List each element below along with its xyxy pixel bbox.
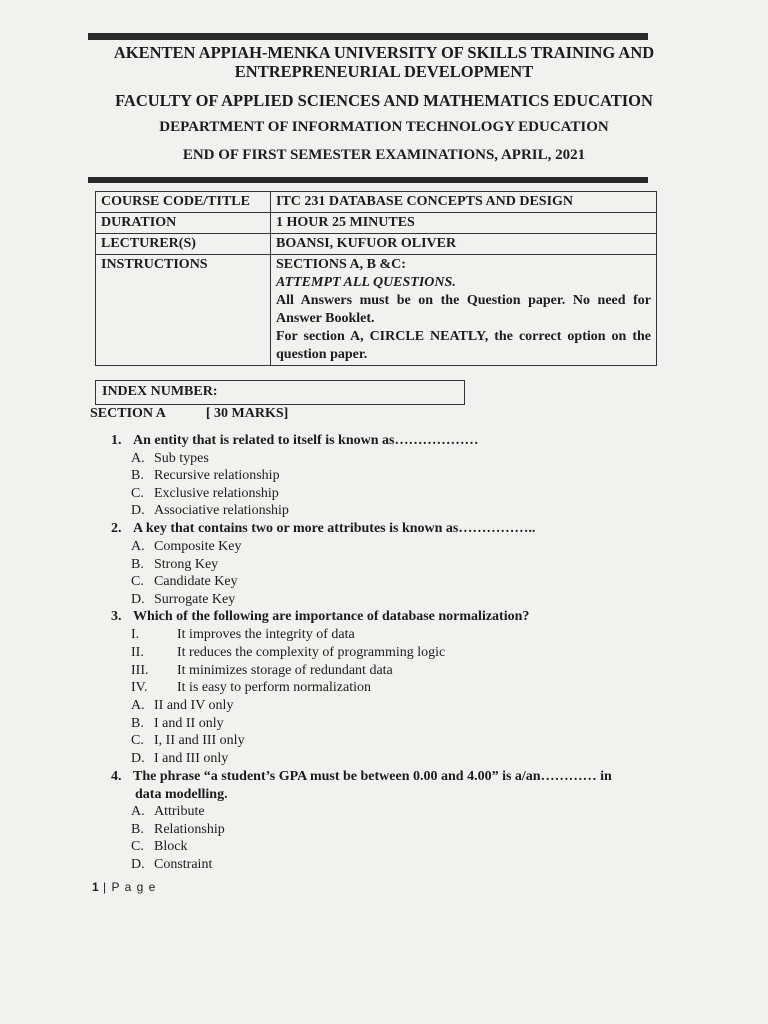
option-1d[interactable]	[131, 503, 289, 519]
question-text: The phrase “a student’s GPA must be between 0.00 and 4.00” is a/an………… in	[133, 769, 612, 784]
department-name: DEPARTMENT OF INFORMATION TECHNOLOGY EDUCATION	[159, 119, 609, 135]
option-4c[interactable]	[131, 839, 187, 855]
option-4d[interactable]	[131, 857, 212, 873]
question-number: 1.	[111, 433, 122, 448]
statement-3-ii	[131, 645, 445, 661]
index-number-field[interactable]	[95, 380, 465, 405]
option-letter: D.	[131, 503, 145, 518]
option-2b[interactable]	[131, 557, 218, 573]
option-letter: C.	[131, 733, 144, 748]
option-2c[interactable]	[131, 574, 238, 590]
option-text: Block	[154, 839, 188, 854]
statement-3-i	[131, 627, 355, 643]
option-3d[interactable]	[131, 751, 228, 767]
lecturer-row	[96, 234, 657, 255]
option-letter: C.	[131, 839, 144, 854]
index-number-label: INDEX NUMBER:	[102, 384, 218, 399]
statement-3-iii	[131, 663, 393, 679]
lecturer-value: BOANSI, KUFUOR OLIVER	[271, 234, 657, 255]
option-2a[interactable]	[131, 539, 242, 555]
instructions-value	[271, 255, 657, 366]
option-text: Recursive relationship	[154, 468, 280, 483]
statement-text: It is easy to perform normalization	[177, 680, 371, 695]
section-marks: [ 30 MARKS]	[205, 406, 289, 421]
course-info-table	[95, 191, 657, 366]
option-letter: B.	[131, 468, 144, 483]
instructions-row	[96, 255, 657, 366]
option-letter: C.	[131, 486, 144, 501]
option-letter: A.	[131, 539, 145, 554]
statement-text: It improves the integrity of data	[177, 627, 355, 642]
section-heading	[90, 406, 288, 422]
exam-title: END OF FIRST SEMESTER EXAMINATIONS, APRIL, 2021	[182, 147, 586, 163]
statement-3-iv	[131, 680, 371, 696]
option-text: II and IV only	[154, 698, 234, 713]
option-3c[interactable]	[131, 733, 245, 749]
page-label: | P a g e	[103, 880, 157, 894]
statement-text: It reduces the complexity of programming logic	[177, 645, 446, 660]
option-text: I, II and III only	[154, 733, 245, 748]
question-4	[111, 769, 612, 785]
option-letter: A.	[131, 698, 145, 713]
option-letter: D.	[131, 592, 145, 607]
option-letter: B.	[131, 557, 144, 572]
option-letter: D.	[131, 857, 145, 872]
course-value: ITC 231 DATABASE CONCEPTS AND DESIGN	[271, 192, 657, 213]
section-title: SECTION A	[90, 406, 166, 421]
instructions-circle: For section A, CIRCLE NEATLY, the correct option on the question paper.	[276, 329, 651, 362]
option-text: Attribute	[154, 804, 205, 819]
option-text: Constraint	[154, 857, 213, 872]
option-1a[interactable]	[131, 451, 209, 467]
option-1c[interactable]	[131, 486, 279, 502]
option-text: I and II only	[154, 716, 224, 731]
course-label: COURSE CODE/TITLE	[96, 192, 271, 213]
option-text: Sub types	[154, 451, 209, 466]
question-text: An entity that is related to itself is known as………………	[133, 433, 479, 448]
question-3	[111, 609, 529, 625]
instructions-answers: All Answers must be on the Question paper. No need for Answer Booklet.	[276, 293, 651, 326]
option-1b[interactable]	[131, 468, 280, 484]
statement-text: It minimizes storage of redundant data	[177, 663, 393, 678]
instructions-attempt: ATTEMPT ALL QUESTIONS.	[276, 275, 456, 290]
course-row	[96, 192, 657, 213]
page-number: 1	[92, 880, 99, 894]
option-text: I and III only	[154, 751, 229, 766]
statement-numeral: II.	[131, 645, 144, 660]
option-3b[interactable]	[131, 716, 224, 732]
option-letter: A.	[131, 804, 145, 819]
question-1	[111, 433, 478, 449]
instructions-sections: SECTIONS A, B &C:	[276, 257, 406, 272]
question-number: 3.	[111, 609, 122, 624]
duration-label: DURATION	[96, 213, 271, 234]
question-number: 4.	[111, 769, 122, 784]
option-letter: B.	[131, 822, 144, 837]
option-4b[interactable]	[131, 822, 225, 838]
statement-numeral: III.	[131, 663, 149, 678]
option-4a[interactable]	[131, 804, 205, 820]
option-text: Associative relationship	[154, 503, 289, 518]
option-letter: B.	[131, 716, 144, 731]
option-letter: D.	[131, 751, 145, 766]
question-text: A key that contains two or more attributes is known as……………..	[133, 521, 536, 536]
option-letter: A.	[131, 451, 145, 466]
statement-numeral: IV.	[131, 680, 148, 695]
option-text: Exclusive relationship	[154, 486, 279, 501]
option-text: Surrogate Key	[154, 592, 236, 607]
instructions-label: INSTRUCTIONS	[96, 255, 271, 366]
question-2	[111, 521, 535, 537]
option-text: Candidate Key	[154, 574, 238, 589]
top-rule	[88, 33, 648, 40]
option-3a[interactable]	[131, 698, 233, 714]
option-text: Composite Key	[154, 539, 242, 554]
option-text: Strong Key	[154, 557, 219, 572]
faculty-name: FACULTY OF APPLIED SCIENCES AND MATHEMATICS EDUCATION	[115, 91, 653, 110]
statement-numeral: I.	[131, 627, 140, 642]
question-number: 2.	[111, 521, 122, 536]
duration-row	[96, 213, 657, 234]
header-rule	[88, 177, 648, 183]
page-footer	[92, 880, 156, 894]
lecturer-label: LECTURER(S)	[96, 234, 271, 255]
university-name: AKENTEN APPIAH-MENKA UNIVERSITY OF SKILLS TRAINING AND ENTREPRENEURIAL DEVELOPMENT	[113, 43, 655, 81]
question-4-continuation: data modelling.	[135, 787, 228, 802]
option-2d[interactable]	[131, 592, 235, 608]
option-text: Relationship	[154, 822, 225, 837]
duration-value: 1 HOUR 25 MINUTES	[271, 213, 657, 234]
question-text: Which of the following are importance of database normalization?	[133, 609, 530, 624]
option-letter: C.	[131, 574, 144, 589]
